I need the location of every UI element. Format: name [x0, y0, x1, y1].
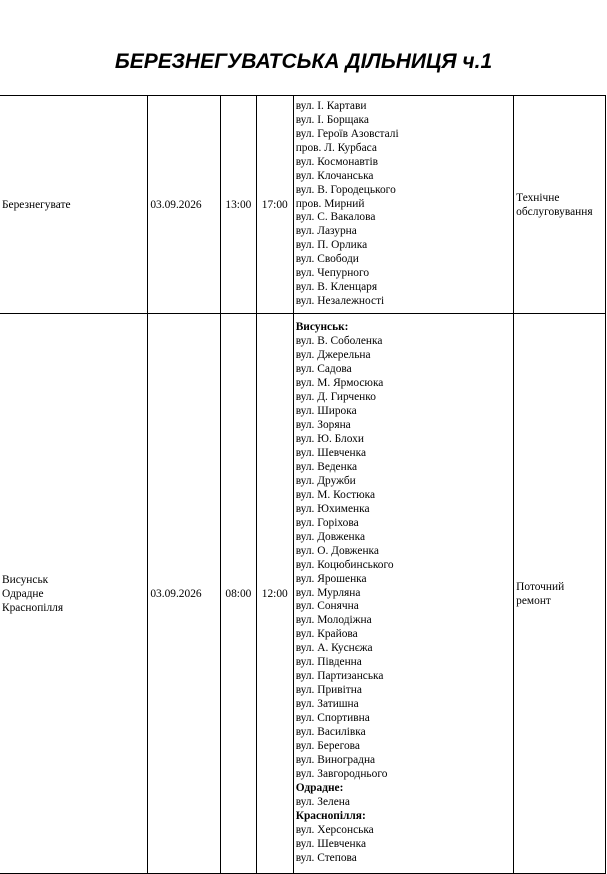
street-item: вул. Привітна [295, 684, 362, 697]
table-row [0, 314, 606, 874]
street-item: вул. Мурляна [295, 586, 361, 599]
street-item: вул. Шевченка [295, 446, 367, 459]
street-item: вул. М. Ярмосюка [295, 377, 384, 390]
street-item: вул. О. Довженка [295, 544, 379, 557]
end-time-value: 17:00 [261, 198, 288, 211]
street-item: вул. Лазурна [295, 225, 357, 238]
start-time-value: 13:00 [225, 198, 252, 211]
street-item: вул. Спортивна [295, 712, 370, 725]
street-item: вул. Зелена [295, 795, 350, 808]
date-value: 03.09.2026 [150, 587, 202, 600]
end-time-cell [256, 96, 293, 314]
streets-cell [293, 314, 513, 874]
street-item: вул. Крайова [295, 628, 358, 641]
reason-cell [514, 96, 606, 314]
end-time-value: 12:00 [261, 587, 288, 600]
cell-line: Березнегувате [2, 198, 71, 211]
street-item: вул. Свободи [295, 253, 359, 266]
street-item: вул. С. Вакалова [295, 211, 376, 224]
street-item: вул. І. Картави [295, 99, 367, 112]
street-item: вул. Ярошенка [295, 572, 367, 585]
street-item: вул. Затишна [295, 698, 359, 711]
cell-line: Краснопілля [2, 601, 64, 614]
street-item: вул. Виноградна [295, 753, 376, 766]
street-item: вул. В. Кленцаря [295, 281, 378, 294]
street-item: вул. Садова [295, 363, 352, 376]
street-item: вул. П. Орлика [295, 239, 368, 252]
street-item: вул. В. Городецького [295, 183, 396, 196]
street-item: вул. Василівка [295, 726, 366, 739]
cell-line: обслуговування [516, 205, 593, 218]
street-item: вул. Коцюбинського [295, 558, 394, 571]
street-item: вул. Партизанська [295, 670, 384, 683]
outage-schedule-table [0, 95, 606, 874]
street-item: вул. Горіхова [295, 516, 359, 529]
cell-line: Одрадне [2, 587, 44, 600]
street-item: вул. Довженка [295, 530, 366, 543]
cell-line: Технічне [516, 191, 560, 204]
locality-heading: Одрадне: [295, 781, 344, 794]
streets-cell [293, 96, 513, 314]
locality-cell [0, 96, 148, 314]
street-item: вул. Веденка [295, 460, 358, 473]
street-item: вул. Героїв Азовсталі [295, 127, 399, 140]
street-item: вул. Чепурного [295, 267, 370, 280]
street-item: вул. А. Куснєжа [295, 642, 373, 655]
street-item: вул. Д. Гирченко [295, 391, 376, 404]
cell-line: Поточний [516, 580, 565, 593]
street-item: вул. Космонавтів [295, 155, 378, 168]
cell-line: ремонт [516, 594, 551, 607]
street-item: вул. Сонячна [295, 600, 359, 613]
street-item: вул. Дружби [295, 474, 356, 487]
date-value: 03.09.2026 [150, 198, 202, 211]
start-time-cell [220, 96, 256, 314]
locality-cell [0, 314, 148, 874]
start-time-value: 08:00 [225, 587, 252, 600]
street-item: пров. Мирний [295, 197, 365, 210]
street-item: вул. Юхименка [295, 502, 370, 515]
street-item: вул. Південна [295, 656, 362, 669]
street-item: вул. Завгороднього [295, 767, 388, 780]
locality-heading: Висунськ: [295, 321, 349, 334]
street-item: вул. Незалежності [295, 295, 385, 308]
street-item: вул. Степова [295, 851, 357, 864]
street-item: вул. Берегова [295, 740, 360, 752]
date-cell [148, 314, 221, 874]
street-item: вул. Широка [295, 405, 357, 418]
date-cell [148, 96, 221, 314]
page-title: БЕРЕЗНЕГУВАТСЬКА ДІЛЬНИЦЯ ч.1 [114, 50, 493, 73]
locality-heading: Краснопілля: [295, 809, 366, 822]
end-time-cell [256, 314, 293, 874]
street-item: вул. Джерельна [295, 349, 371, 362]
street-item: вул. І. Борщака [295, 113, 369, 126]
cell-line: Висунськ [2, 573, 49, 586]
street-item: вул. Молодіжна [295, 614, 372, 627]
street-item: вул. М. Костюка [295, 488, 376, 501]
street-item: вул. Шевченка [295, 837, 367, 850]
street-item: вул. В. Соболенка [295, 335, 383, 348]
street-item: вул. Клочанська [295, 169, 374, 182]
reason-cell [514, 314, 606, 874]
street-item: пров. Л. Курбаса [295, 141, 377, 154]
start-time-cell [220, 314, 256, 874]
street-item: вул. Зоряна [295, 419, 351, 432]
street-item: вул. Херсонська [295, 823, 374, 836]
table-row [0, 96, 606, 314]
street-item: вул. Ю. Блохи [295, 433, 364, 446]
